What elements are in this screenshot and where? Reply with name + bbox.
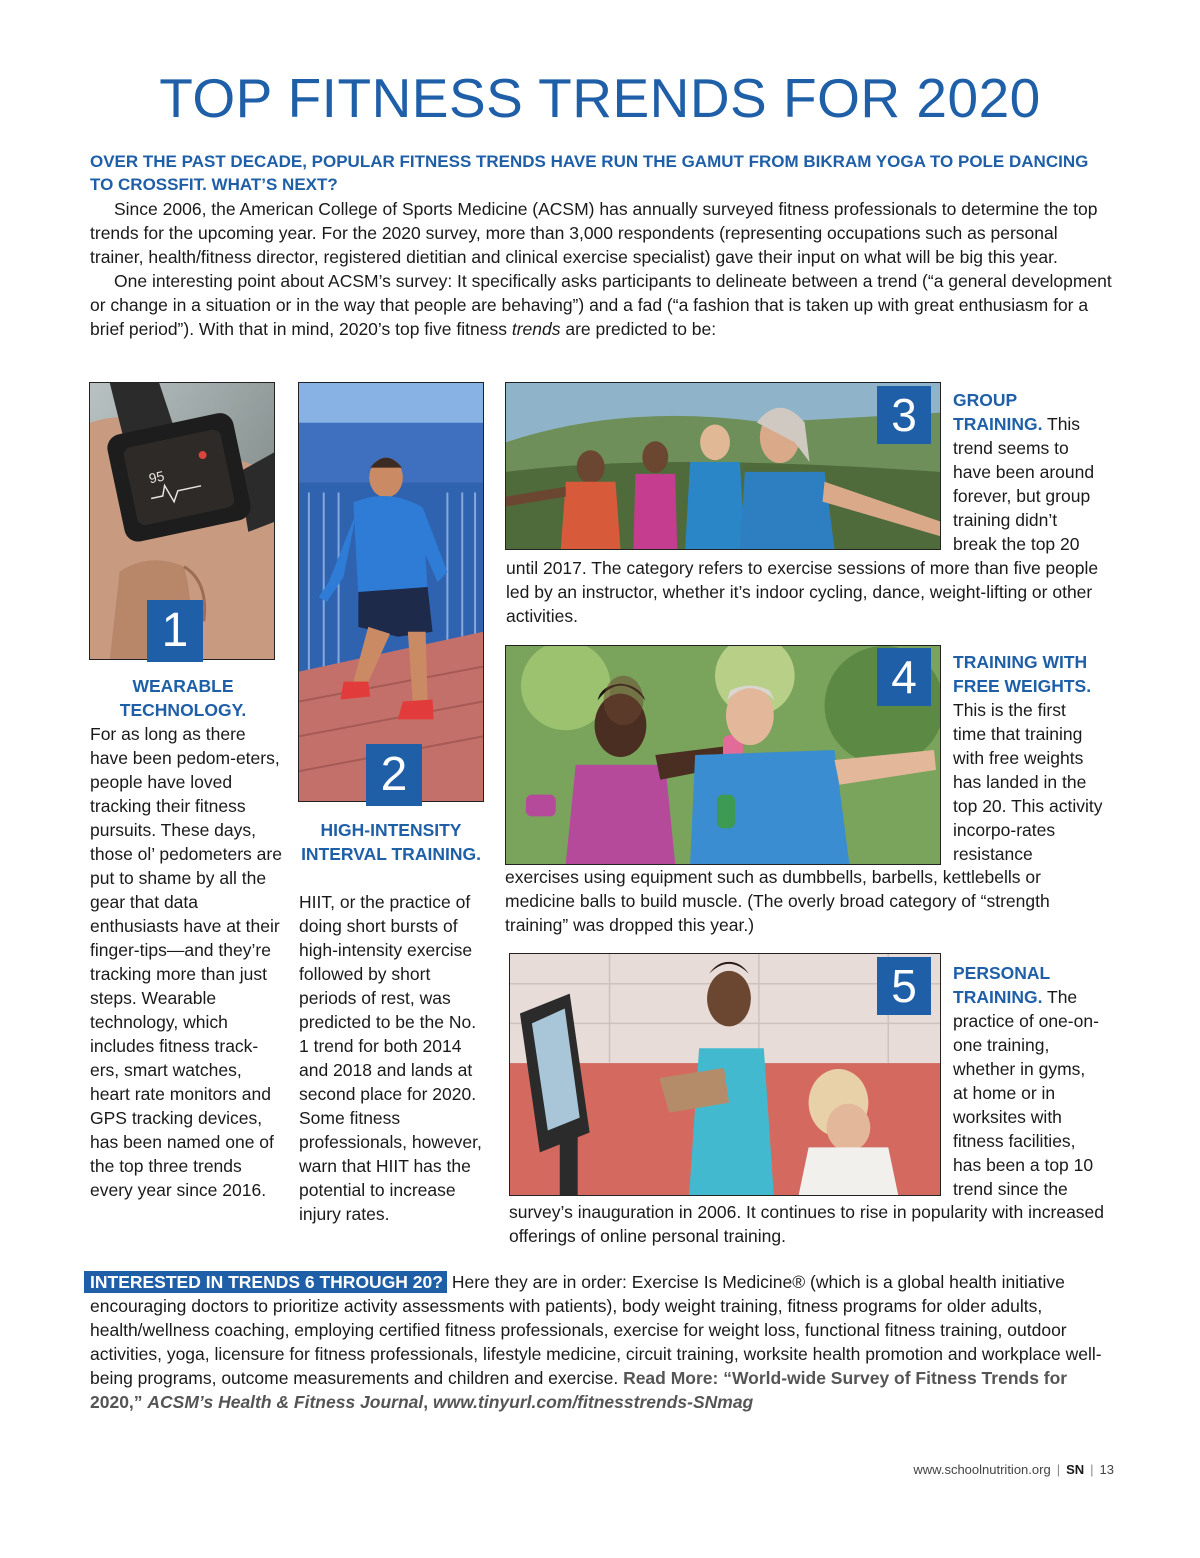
- trend-3-number: 3: [877, 386, 931, 444]
- trend-4-heading: TRAINING WITH FREE WEIGHTS.: [953, 652, 1092, 696]
- trend-2-heading: HIGH-INTENSITY INTERVAL TRAINING.: [301, 820, 481, 864]
- free-weights-photo: [505, 645, 941, 865]
- runner-photo: [298, 382, 484, 802]
- more-trends-box: INTERESTED IN TRENDS 6 THROUGH 20? Here they are in order: Exercise Is Medicine® (which is a global health initiative encouraging doctors to prioritize activity assessments with patients), body weight training, fitness programs for older adults, health/wellness coaching, employing certified fitness professionals, exercise for weight loss, functional fitness training, outdoor activities, yoga, licensure for fitness professionals, lifestyle medicine, circuit training, worksite health promotion and workplace well-being programs, outcome measurements and children and exercise. Read More: “World-wide Survey of Fitness Trends for 2020,” ACSM’s Health & Fitness Journal, www.tinyurl.com/fitnesstrends-SNmag: [90, 1272, 1102, 1412]
- page-number: 13: [1099, 1462, 1114, 1477]
- trend-4-wide-text: exercises using equipment such as dumbbells, barbells, kettlebells or medicine balls to build muscle. (The overly broad category of “strength training” was dropped this year.): [505, 867, 1050, 935]
- read-more-link[interactable]: www.tinyurl.com/fitnesstrends-SNmag: [433, 1392, 754, 1412]
- watch-heart-rate-readout: 95: [147, 467, 166, 487]
- journal-title: ACSM’s Health & Fitness Journal: [147, 1392, 424, 1412]
- read-more-label: Read More: “World-wide Survey of Fitness Trends for 2020,”: [90, 1368, 1068, 1412]
- trend-5-wide-text: survey’s inauguration in 2006. It continues to rise in popularity with increased offerings of online personal training.: [509, 1202, 1105, 1246]
- trend-3-wide-text: until 2017. The category refers to exercise sessions of more than five people led by an instructor, whether it’s indoor cycling, dance, weight-lifting or other activities.: [506, 558, 1099, 626]
- trend-5-side-text: PERSONAL TRAINING. The practice of one-on-one training, whether in gyms, at home or in worksites with fitness facilities, has been a top 10 trend since the: [953, 963, 1099, 1199]
- trend-4-side-text: TRAINING WITH FREE WEIGHTS. This is the first time that training with free weights has landed in the top 20. This activity incorpo-rates resistance: [953, 652, 1103, 864]
- trend-1-heading: WEARABLE TECHNOLOGY.: [119, 676, 247, 720]
- trend-1-number: 1: [147, 600, 203, 662]
- page-title: TOP FITNESS TRENDS FOR 2020: [159, 67, 1041, 129]
- trend-4-number: 4: [877, 648, 931, 706]
- trend-5-heading: PERSONAL TRAINING.: [953, 963, 1050, 1007]
- group-training-photo: [505, 382, 941, 550]
- trend-2-text: HIIT, or the practice of doing short bursts of high-intensity exercise followed by short periods of rest, was predicted to be the No. 1 trend for both 2014 and 2018 and lands at second place for 2020. Some fitness professionals, however, warn that HIIT has the potential to increase injury rates.: [299, 892, 482, 1224]
- deck: OVER THE PAST DECADE, POPULAR FITNESS TRENDS HAVE RUN THE GAMUT FROM BIKRAM YOGA TO POLE DANCING TO CROSSFIT. WHAT’S NEXT?: [90, 152, 1089, 194]
- trend-3-heading: GROUP TRAINING.: [953, 390, 1043, 434]
- more-trends-label: INTERESTED IN TRENDS 6 THROUGH 20?: [90, 1271, 447, 1293]
- trend-2-number: 2: [366, 744, 422, 806]
- trend-5-number: 5: [877, 957, 931, 1015]
- page-footer: www.schoolnutrition.org | SN | 13: [913, 1462, 1114, 1477]
- footer-magazine: SN: [1066, 1462, 1085, 1477]
- footer-site[interactable]: www.schoolnutrition.org: [913, 1462, 1051, 1477]
- intro-paragraph-2: One interesting point about ACSM’s survey: It specifically asks participants to delineate between a trend (“a general development or change in a situation or in the way that people are behaving”) and a fad (“a fashion that is taken up with great enthusiasm for a brief period”). With that in mind, 2020’s top five fitness trends are predicted to be:: [90, 271, 1112, 339]
- trend-1-text: For as long as there have been pedom-eters, people have loved tracking their fitness pursuits. These days, those ol’ pedometers are put to shame by all the gear that data enthusiasts have at their finger-tips—and they’re tracking more than just steps. Wearable technology, which includes fitness track-ers, smart watches, heart rate monitors and GPS tracking devices, has been named one of the top three trends every year since 2016.: [90, 724, 282, 1200]
- intro: [90, 197, 1114, 341]
- more-trends-text: Here they are in order: Exercise Is Medicine® (which is a global health initiative encouraging doctors to prioritize activity assessments with patients), body weight training, fitness programs for older adults, health/wellness coaching, employing certified fitness professionals, exercise for weight loss, functional fitness training, outdoor activities, yoga, licensure for fitness professionals, lifestyle medicine, circuit training, worksite health promotion and workplace well-being programs, outcome measurements and children and exercise.: [90, 1272, 1102, 1388]
- trend-3-side-text: GROUP TRAINING. This trend seems to have been around forever, but group training didn’t break the top 20: [953, 390, 1095, 554]
- intro-paragraph-1: Since 2006, the American College of Sports Medicine (ACSM) has annually surveyed fitness professionals to determine the top trends for the upcoming year. For the 2020 survey, more than 3,000 respondents (representing occupations such as personal trainer, health/fitness director, registered dietitian and clinical exercise specialist) gave their input on what will be big this year.: [90, 199, 1098, 267]
